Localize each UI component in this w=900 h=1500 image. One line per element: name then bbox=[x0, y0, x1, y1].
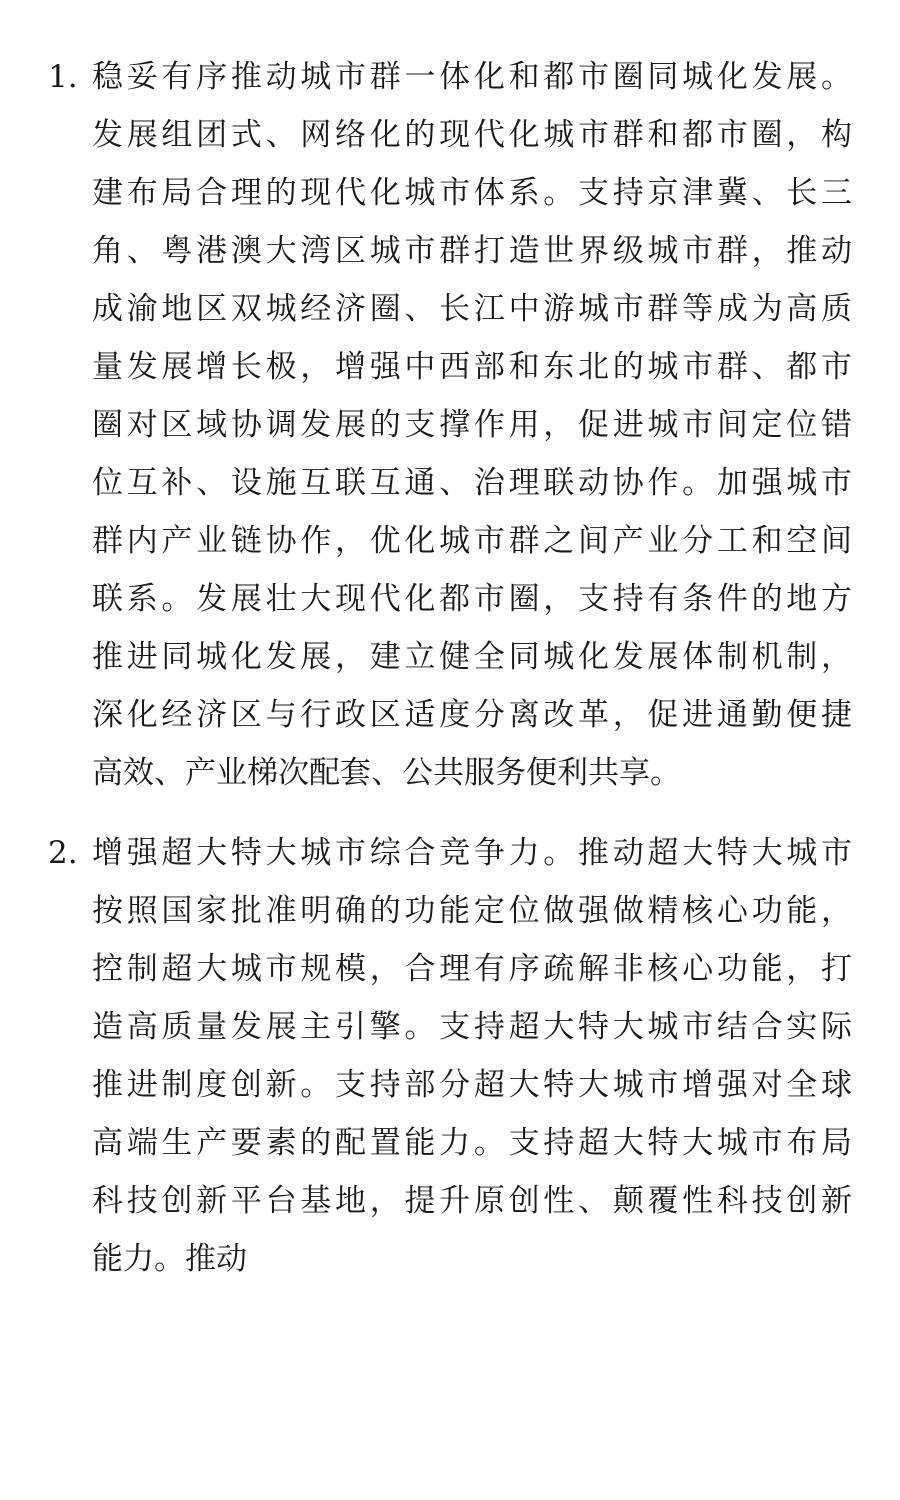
text-line: 造高质量发展主引擎。支持超大特大城市结合实际 bbox=[92, 1009, 852, 1045]
document-body bbox=[0, 48, 900, 1310]
text-line: 能力。推动 bbox=[92, 1241, 247, 1277]
text-line: 控制超大城市规模，合理有序疏解非核心功能，打 bbox=[92, 951, 852, 987]
text-line: 科技创新平台基地，提升原创性、颠覆性科技创新 bbox=[92, 1183, 852, 1219]
list-item-number: 1. bbox=[48, 59, 78, 95]
text-line: 高端生产要素的配置能力。支持超大特大城市布局 bbox=[92, 1125, 852, 1161]
text-line: 高效、产业梯次配套、公共服务便利共享。 bbox=[92, 755, 681, 791]
list-item bbox=[0, 824, 900, 1288]
text-line: 成渝地区双城经济圈、长江中游城市群等成为高质 bbox=[92, 291, 852, 327]
text-line: 推进同城化发展，建立健全同城化发展体制机制， bbox=[92, 639, 852, 675]
text-line: 发展组团式、网络化的现代化城市群和都市圈，构 bbox=[92, 117, 852, 153]
text-line: 稳妥有序推动城市群一体化和都市圈同城化发展。 bbox=[92, 59, 852, 95]
list-item-number: 2. bbox=[48, 835, 78, 871]
text-line: 量发展增长极，增强中西部和东北的城市群、都市 bbox=[92, 349, 852, 385]
text-line: 圈对区域协调发展的支撑作用，促进城市间定位错 bbox=[92, 407, 852, 443]
text-line: 增强超大特大城市综合竞争力。推动超大特大城市 bbox=[92, 835, 852, 871]
text-line: 位互补、设施互联互通、治理联动协作。加强城市 bbox=[92, 465, 852, 501]
text-line: 角、粤港澳大湾区城市群打造世界级城市群，推动 bbox=[92, 233, 852, 269]
list-item-text bbox=[92, 48, 852, 802]
text-line: 联系。发展壮大现代化都市圈，支持有条件的地方 bbox=[92, 581, 852, 617]
list-item-text bbox=[92, 824, 852, 1288]
text-line: 建布局合理的现代化城市体系。支持京津冀、长三 bbox=[92, 175, 852, 211]
text-line: 推进制度创新。支持部分超大特大城市增强对全球 bbox=[92, 1067, 852, 1103]
list-item bbox=[0, 48, 900, 802]
text-line: 群内产业链协作，优化城市群之间产业分工和空间 bbox=[92, 523, 852, 559]
text-line: 按照国家批准明确的功能定位做强做精核心功能， bbox=[92, 893, 852, 929]
text-line: 深化经济区与行政区适度分离改革，促进通勤便捷 bbox=[92, 697, 852, 733]
